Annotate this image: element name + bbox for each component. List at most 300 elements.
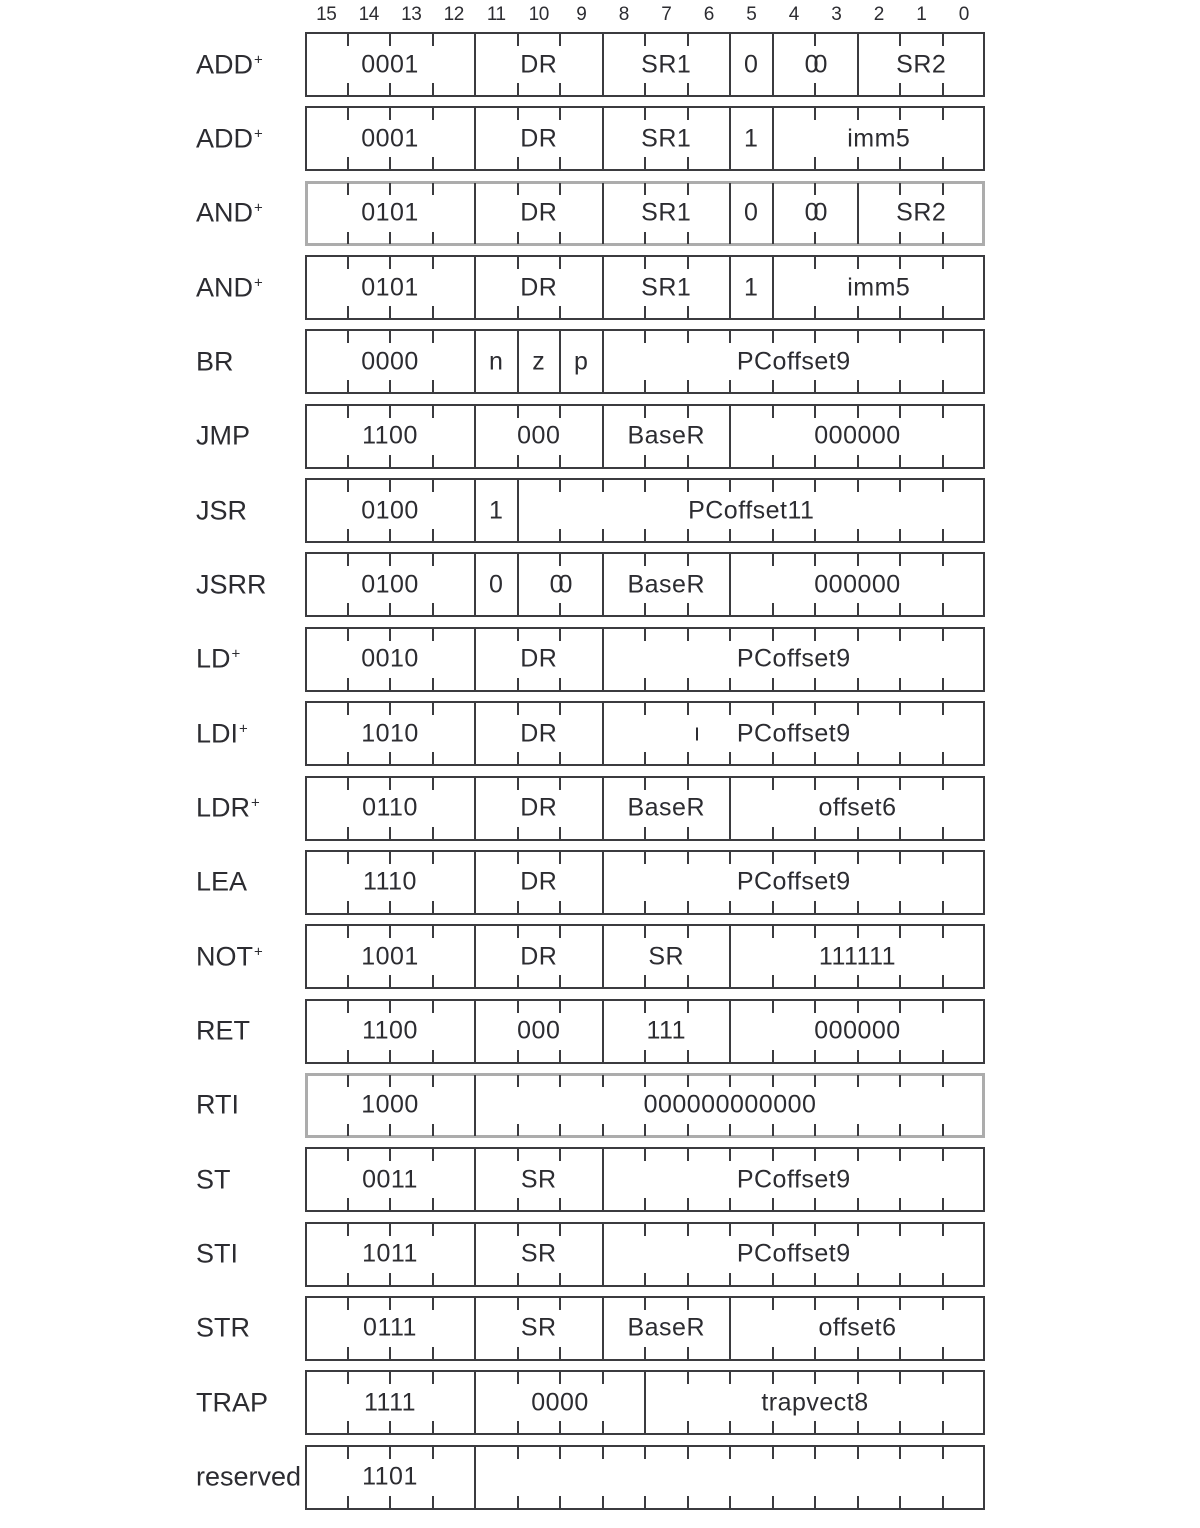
bit-tick	[644, 380, 646, 392]
bit-tick	[942, 1372, 944, 1384]
field-label: 0	[744, 198, 759, 227]
bit-tick	[432, 183, 434, 195]
bit-tick	[729, 480, 731, 492]
mnemonic: RET	[196, 1015, 250, 1046]
field-label: DR	[520, 644, 558, 673]
bit-tick	[644, 1224, 646, 1236]
bit-tick	[729, 1421, 731, 1433]
bit-tick	[644, 480, 646, 492]
bit-tick	[644, 1496, 646, 1508]
bit-tick	[559, 1447, 561, 1459]
field-label: PCoffset9	[736, 719, 851, 748]
field-label: 0010	[361, 644, 419, 673]
bit-tick	[942, 629, 944, 641]
bit-tick	[517, 83, 519, 95]
bit-tick	[814, 1421, 816, 1433]
field-label: 0111	[363, 1313, 417, 1342]
bit-number-8: 8	[618, 4, 629, 25]
bit-tick	[432, 554, 434, 566]
bit-tick	[687, 1075, 689, 1087]
field-label: 0011	[362, 1165, 418, 1194]
bit-tick	[517, 1347, 519, 1359]
bit-tick	[814, 1198, 816, 1210]
row-label-ldr-10	[196, 793, 260, 824]
bit-tick	[602, 1421, 604, 1433]
bit-tick	[347, 554, 349, 566]
bit-tick	[389, 1198, 391, 1210]
bit-tick	[772, 975, 774, 987]
bit-tick	[687, 331, 689, 343]
bit-tick	[347, 778, 349, 790]
bit-tick	[687, 83, 689, 95]
bit-tick	[347, 1050, 349, 1062]
bit-tick	[517, 1198, 519, 1210]
field-label: 000000000000	[643, 1090, 817, 1119]
field-label: SR1	[641, 273, 692, 302]
bit-tick	[687, 827, 689, 839]
field-label: BaseR	[627, 793, 706, 822]
bit-tick	[772, 380, 774, 392]
bit-tick	[687, 1372, 689, 1384]
bit-tick	[814, 926, 816, 938]
field-label: 1101	[362, 1462, 418, 1491]
bit-tick	[517, 852, 519, 864]
bit-tick	[432, 1372, 434, 1384]
bit-tick	[559, 1149, 561, 1161]
bit-tick	[772, 554, 774, 566]
bit-tick	[347, 1298, 349, 1310]
bit-tick	[432, 529, 434, 541]
bit-tick	[602, 1124, 604, 1136]
bit-tick	[857, 926, 859, 938]
bit-number-3: 3	[831, 4, 842, 25]
bit-tick	[814, 1298, 816, 1310]
bit-tick	[942, 703, 944, 715]
bit-tick	[772, 926, 774, 938]
bit-tick	[814, 1001, 816, 1013]
bit-tick	[347, 678, 349, 690]
bit-tick	[389, 1224, 391, 1236]
bit-number-2: 2	[873, 4, 884, 25]
bit-tick	[347, 975, 349, 987]
bit-tick	[814, 1075, 816, 1087]
mnemonic: NOT	[196, 941, 253, 972]
bit-tick	[942, 232, 944, 244]
bit-tick	[347, 827, 349, 839]
bit-tick	[517, 901, 519, 913]
bit-tick	[857, 1198, 859, 1210]
bit-tick	[559, 108, 561, 120]
bit-tick	[687, 34, 689, 46]
bit-tick	[432, 1075, 434, 1087]
bit-tick	[559, 529, 561, 541]
stray-mark	[696, 727, 698, 740]
bit-tick	[687, 1496, 689, 1508]
bit-tick	[517, 629, 519, 641]
bit-tick	[347, 455, 349, 467]
bit-tick	[432, 1273, 434, 1285]
bit-tick	[942, 827, 944, 839]
bit-tick	[729, 1224, 731, 1236]
bit-tick	[942, 406, 944, 418]
bit-tick	[814, 34, 816, 46]
mnemonic-superscript: +	[254, 274, 263, 292]
bit-tick	[899, 975, 901, 987]
bit-tick	[559, 703, 561, 715]
bit-tick	[517, 678, 519, 690]
field-label: 00	[549, 570, 568, 599]
field-label: 0	[744, 50, 759, 78]
bit-tick	[857, 1447, 859, 1459]
bit-tick	[857, 852, 859, 864]
bit-tick	[814, 1273, 816, 1285]
bit-tick	[559, 406, 561, 418]
instruction-box-br-4	[305, 329, 985, 394]
bit-tick	[559, 827, 561, 839]
bit-tick	[517, 306, 519, 318]
bit-tick	[347, 926, 349, 938]
bit-tick	[644, 554, 646, 566]
row-label-add-1	[196, 123, 263, 154]
bit-tick	[942, 1224, 944, 1236]
bit-tick	[347, 1372, 349, 1384]
bit-tick	[687, 852, 689, 864]
bit-tick	[389, 901, 391, 913]
bit-tick	[517, 1075, 519, 1087]
bit-tick	[857, 678, 859, 690]
mnemonic: ADD	[196, 123, 254, 154]
bit-tick	[687, 678, 689, 690]
bit-tick	[389, 752, 391, 764]
field-label: 000000	[814, 570, 901, 599]
bit-tick	[814, 455, 816, 467]
bit-tick	[644, 34, 646, 46]
bit-number-1: 1	[916, 4, 927, 25]
field-label: 000000	[814, 1016, 901, 1045]
field-label: 1110	[363, 867, 417, 896]
bit-tick	[347, 1124, 349, 1136]
field-label: 000000	[814, 421, 901, 450]
bit-tick	[772, 1347, 774, 1359]
bit-tick	[942, 1447, 944, 1459]
bit-tick	[772, 1124, 774, 1136]
field-label: 1010	[361, 719, 419, 748]
bit-tick	[559, 34, 561, 46]
bit-tick	[814, 1372, 816, 1384]
bit-tick	[899, 1224, 901, 1236]
field-label: DR	[520, 50, 558, 78]
bit-tick	[389, 926, 391, 938]
field-label: SR1	[641, 50, 692, 78]
bit-tick	[942, 257, 944, 269]
bit-tick	[389, 1496, 391, 1508]
bit-tick	[559, 1496, 561, 1508]
bit-tick	[772, 1273, 774, 1285]
bit-tick	[687, 752, 689, 764]
mnemonic: LD	[196, 643, 231, 674]
bit-tick	[687, 108, 689, 120]
bit-tick	[432, 108, 434, 120]
field-label: 0100	[361, 496, 419, 525]
bit-tick	[559, 678, 561, 690]
bit-tick	[432, 1298, 434, 1310]
bit-tick	[857, 554, 859, 566]
bit-tick	[857, 752, 859, 764]
bit-tick	[857, 1075, 859, 1087]
field-label: DR	[520, 273, 558, 302]
bit-tick	[389, 83, 391, 95]
field-label: SR	[520, 1313, 557, 1342]
bit-tick	[814, 1347, 816, 1359]
bit-tick	[644, 331, 646, 343]
bit-tick	[857, 1124, 859, 1136]
bit-tick	[559, 778, 561, 790]
bit-tick	[559, 554, 561, 566]
bit-tick	[729, 1496, 731, 1508]
bit-tick	[857, 1001, 859, 1013]
row-label-rti-14	[196, 1090, 240, 1121]
bit-tick	[559, 1298, 561, 1310]
bit-tick	[432, 678, 434, 690]
bit-tick	[814, 554, 816, 566]
bit-tick	[559, 1372, 561, 1384]
bit-tick	[814, 380, 816, 392]
bit-tick	[942, 1198, 944, 1210]
bit-tick	[814, 83, 816, 95]
field-label: 1100	[362, 1016, 418, 1045]
bit-tick	[772, 703, 774, 715]
bit-tick	[899, 1124, 901, 1136]
bit-tick	[857, 455, 859, 467]
bit-tick	[942, 108, 944, 120]
bit-tick	[517, 1224, 519, 1236]
bit-tick	[559, 629, 561, 641]
bit-tick	[857, 1421, 859, 1433]
bit-tick	[347, 232, 349, 244]
bit-tick	[559, 232, 561, 244]
bit-tick	[729, 1149, 731, 1161]
bit-tick	[942, 1050, 944, 1062]
field-label: 0100	[361, 570, 419, 599]
bit-tick	[772, 1149, 774, 1161]
bit-tick	[517, 183, 519, 195]
bit-tick	[644, 1075, 646, 1087]
field-label: SR	[520, 1239, 557, 1268]
bit-tick	[559, 1050, 561, 1062]
bit-tick	[559, 926, 561, 938]
bit-tick	[772, 406, 774, 418]
row-label-ld-8	[196, 644, 240, 675]
bit-tick	[814, 157, 816, 169]
field-label: DR	[520, 942, 558, 971]
bit-tick	[559, 183, 561, 195]
bit-tick	[644, 629, 646, 641]
bit-tick	[729, 1372, 731, 1384]
bit-tick	[687, 1421, 689, 1433]
bit-tick	[602, 529, 604, 541]
bit-tick	[432, 852, 434, 864]
mnemonic: ADD	[196, 49, 254, 79]
field-label: 111111	[818, 942, 897, 971]
bit-tick	[942, 1149, 944, 1161]
bit-tick	[772, 1421, 774, 1433]
bit-tick	[942, 1298, 944, 1310]
bit-tick	[899, 926, 901, 938]
mnemonic: ST	[196, 1164, 231, 1195]
bit-tick	[517, 406, 519, 418]
bit-tick	[432, 34, 434, 46]
bit-tick	[347, 1496, 349, 1508]
bit-tick	[432, 406, 434, 418]
instruction-box-sti-16	[305, 1222, 985, 1287]
instruction-box-ldi-9	[305, 701, 985, 766]
bit-tick	[347, 1347, 349, 1359]
bit-tick	[899, 1001, 901, 1013]
mnemonic: LEA	[196, 866, 248, 897]
instruction-box-lea-11	[305, 850, 985, 915]
bit-tick	[602, 480, 604, 492]
bit-tick	[814, 1496, 816, 1508]
mnemonic: TRAP	[196, 1387, 269, 1418]
field-label: 000	[517, 1016, 561, 1045]
mnemonic: JSR	[196, 495, 248, 526]
bit-tick	[814, 1124, 816, 1136]
bit-tick	[559, 603, 561, 615]
bit-tick	[942, 554, 944, 566]
bit-tick	[517, 703, 519, 715]
bit-tick	[899, 778, 901, 790]
mnemonic-superscript: +	[254, 51, 263, 68]
bit-tick	[942, 1347, 944, 1359]
field-label: SR1	[641, 124, 692, 153]
bit-tick	[942, 1421, 944, 1433]
bit-tick	[517, 1421, 519, 1433]
bit-tick	[347, 306, 349, 318]
bit-tick	[389, 1273, 391, 1285]
bit-tick	[814, 232, 816, 244]
field-label: PCoffset9	[736, 1165, 851, 1194]
bit-number-0: 0	[958, 4, 969, 25]
bit-tick	[857, 380, 859, 392]
bit-tick	[687, 1347, 689, 1359]
bit-tick	[389, 306, 391, 318]
bit-tick	[432, 1198, 434, 1210]
mnemonic: BR	[196, 346, 234, 377]
bit-tick	[899, 1273, 901, 1285]
bit-tick	[687, 1001, 689, 1013]
bit-tick	[644, 901, 646, 913]
field-label: 111	[646, 1016, 686, 1045]
bit-tick	[814, 678, 816, 690]
bit-tick	[814, 703, 816, 715]
bit-tick	[389, 554, 391, 566]
bit-tick	[517, 827, 519, 839]
bit-tick	[814, 1149, 816, 1161]
bit-tick	[389, 975, 391, 987]
bit-tick	[559, 83, 561, 95]
bit-tick	[814, 827, 816, 839]
bit-tick	[899, 108, 901, 120]
bit-tick	[942, 34, 944, 46]
bit-tick	[729, 1124, 731, 1136]
bit-tick	[814, 778, 816, 790]
bit-tick	[389, 331, 391, 343]
bit-tick	[687, 232, 689, 244]
bit-tick	[942, 83, 944, 95]
field-label: trapvect8	[761, 1388, 869, 1417]
field-label: PCoffset9	[736, 347, 851, 376]
bit-number-12: 12	[443, 4, 464, 25]
field-label: 0	[489, 570, 504, 599]
bit-tick	[772, 1298, 774, 1310]
bit-tick	[899, 1075, 901, 1087]
bit-tick	[772, 629, 774, 641]
bit-tick	[687, 183, 689, 195]
bit-tick	[432, 83, 434, 95]
field-label: 0000	[531, 1388, 589, 1417]
bit-tick	[899, 1447, 901, 1459]
bit-tick	[942, 678, 944, 690]
bit-tick	[602, 1496, 604, 1508]
bit-tick	[517, 975, 519, 987]
bit-tick	[857, 306, 859, 318]
bit-tick	[857, 1149, 859, 1161]
bit-tick	[559, 157, 561, 169]
bit-tick	[899, 1149, 901, 1161]
bit-tick	[687, 1447, 689, 1459]
field-label: PCoffset11	[688, 496, 815, 525]
bit-tick	[942, 157, 944, 169]
bit-tick	[644, 83, 646, 95]
bit-tick	[559, 1421, 561, 1433]
mnemonic-superscript: +	[254, 199, 263, 217]
field-label: SR	[648, 942, 685, 971]
instruction-box-ret-13	[305, 999, 985, 1064]
bit-tick	[942, 380, 944, 392]
row-label-jmp-5	[196, 421, 251, 452]
bit-tick	[644, 306, 646, 318]
bit-tick	[432, 331, 434, 343]
bit-tick	[729, 1198, 731, 1210]
field-label: p	[574, 347, 589, 376]
bit-tick	[687, 455, 689, 467]
bit-tick	[389, 108, 391, 120]
bit-tick	[644, 752, 646, 764]
bit-tick	[389, 1372, 391, 1384]
bit-tick	[814, 752, 816, 764]
field-label: DR	[520, 198, 558, 227]
bit-tick	[899, 752, 901, 764]
bit-tick	[772, 1075, 774, 1087]
bit-tick	[559, 1075, 561, 1087]
instruction-box-add-1	[305, 106, 985, 171]
row-label-ret-13	[196, 1016, 251, 1047]
bit-tick	[517, 108, 519, 120]
field-label: imm5	[847, 273, 911, 302]
bit-tick	[687, 157, 689, 169]
bit-tick	[687, 1273, 689, 1285]
field-label: 0110	[362, 793, 418, 822]
bit-tick	[729, 1447, 731, 1459]
bit-tick	[687, 703, 689, 715]
bit-tick	[899, 257, 901, 269]
bit-tick	[602, 1372, 604, 1384]
bit-number-10: 10	[528, 4, 549, 25]
bit-tick	[687, 1298, 689, 1310]
bit-tick	[644, 1273, 646, 1285]
bit-tick	[942, 778, 944, 790]
bit-tick	[814, 406, 816, 418]
